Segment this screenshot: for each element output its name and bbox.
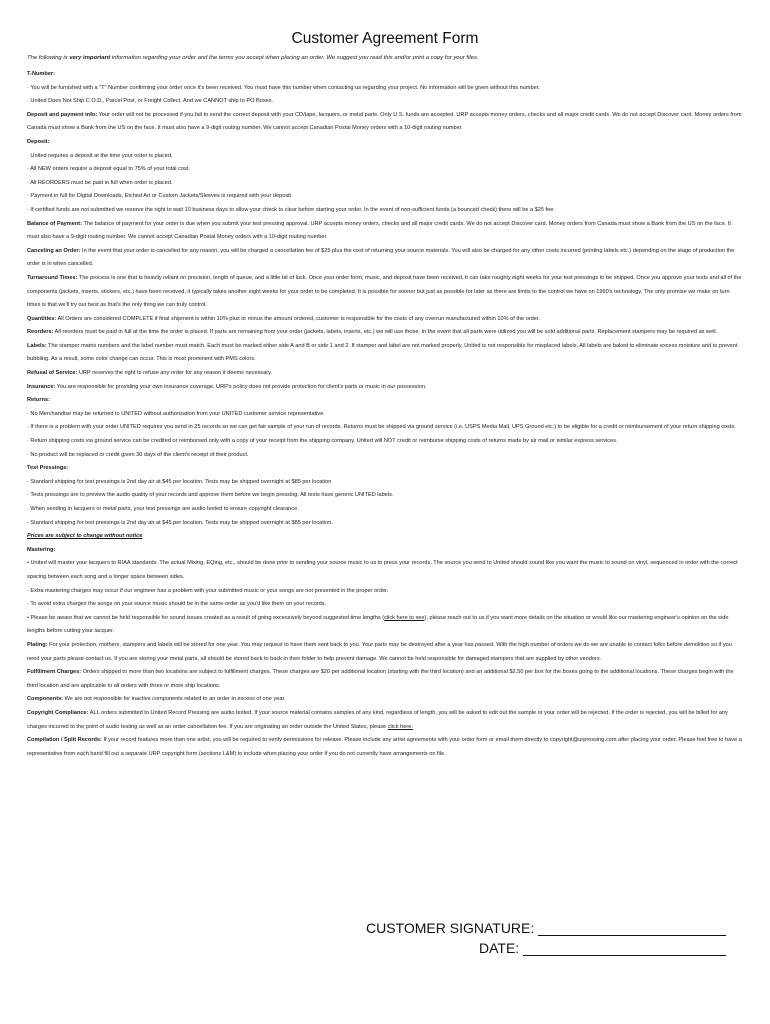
components-paragraph	[27, 693, 743, 707]
mastering-bullet: · To avoid extra charges the songs on your source music should be in the same order as you'd like them on your records.	[27, 601, 327, 608]
intro-post: information regarding your order and the terms you accept when placing an order. We suggest you read this and/or print a copy for your files.	[110, 55, 479, 61]
date-label: DATE:	[479, 940, 520, 956]
compilation-text: If your record features more than one artist, you will be required to verify permissions for release. Please include any artist agreements with your order form or email them directly to copyright@urpressing.com after placing your order. Please feel free to have a representative from each band fill out a separate URP copyright form (sections L&M) to include when placing your order if you do not currently have arrangements on file.	[27, 737, 742, 757]
section-heading-reorders: Reorders:	[27, 329, 54, 336]
balance-paragraph	[27, 218, 743, 245]
page-title: Customer Agreement Form	[291, 30, 479, 47]
copyright-text: ALL orders submitted to United Record Pressing are audio tested. If your source material contains samples of any kind, regardless of length, you will be asked to edit out the sample or your order will be rejected. If the order is rejected, you will be billed for any charges incurred to the point of audio testing as well as an order cancellation fee. If you are originating an order outside the United States, please	[27, 709, 728, 730]
plating-text: For your protection, mothers, stampers and labels will be stored for one year. You may request to have them sent back to you. Your parts may be destroyed after a year has passed. With the high number of orders we do we are unable to contact folks before demolition so if you need your parts please contact us. If you are storing your metal parts, all should be stored back to back in their folder to help prevent damage. We cannot be held responsible for damaged stampers that are supplied by other vendors.	[27, 641, 732, 662]
canceling-text: In the event that your order is cancelled for any reason, you will be charged a cancellation fee of $25 plus the cost of returning your source materials. You will also be charged for any other costs incurred (printing labels etc.) depending on the stage of production the order is in when cancelled.	[27, 247, 735, 268]
refusal-paragraph	[27, 367, 743, 381]
section-heading-fulfillment: Fulfillment Charges:	[27, 669, 82, 676]
signature-block	[366, 916, 726, 956]
compilation-paragraph	[27, 734, 743, 761]
intro-text	[27, 54, 743, 62]
section-heading-tests: Test Pressings:	[27, 465, 69, 472]
deposit-payment-text: Your order will not be processed if you fail to send the correct deposit with your CD/tape, lacquers, or metal parts. Only U.S. funds are accepted. URP accepts money orders, checks and all major credit cards. We do not accept Discover card. Money orders from Canada must show a Bank from the US on the face. It must also have a 9-digit routing number. We cannot accept Canadian Postal Money orders with a 10-digit routing number.	[27, 111, 742, 132]
section-heading-labels: Labels:	[27, 342, 47, 349]
section-heading-refusal: Refusal of Service:	[27, 370, 78, 377]
section-heading-insurance: Insurance:	[27, 383, 56, 390]
refusal-text: URP reserves the right to refuse any order for any reason it deems necessary.	[77, 370, 273, 377]
intro-emphasis: very important	[69, 55, 111, 61]
tests-bullet: · Standard shipping for test pressings is 2nd day air at $45 per location. Tests may be shipped overnight at $85 per location	[27, 478, 332, 485]
section-heading-mastering: Mastering:	[27, 546, 56, 553]
insurance-text: You are responsible for providing your own insurance coverage, URP's policy does not provide protection for client's parts or music in our possession.	[55, 383, 427, 390]
deposit-bullet: · All NEW orders require a deposit equal to 75% of your total cost.	[27, 166, 190, 173]
returns-bullet: · No product will be replaced or credit given 30 days of the client's receipt of their product.	[27, 451, 249, 458]
reorders-paragraph	[27, 326, 743, 340]
customer-signature-row	[366, 916, 726, 936]
turnaround-text: The process is one that is heavily reliant on precision, length of queue, and a little bit of luck. Once your order form, music, and deposit have been received, it can take roughly eight weeks for your test pressings to be shipped. Once you approve your tests and all of the components (jackets, inserts, stickers, etc.) have been received, it typically takes another eight weeks for your order to be completed. It is possible for sooner but just as possible for later as there are limits to the control we have on 1960's technology. The only promise we make on turn times is that we'll try our best as that's the only thing we can truly control.	[27, 274, 742, 309]
customer-signature-field[interactable]	[538, 921, 726, 936]
section-heading-returns: Returns:	[27, 397, 50, 404]
fulfillment-paragraph	[27, 666, 743, 693]
terms-body	[27, 68, 743, 761]
mastering-bullet	[27, 612, 743, 639]
section-heading-deposit-payment: Deposit and payment info:	[27, 111, 98, 118]
deposit-bullet: · All REORDERS must be paid in full when order is placed.	[27, 179, 173, 186]
canceling-paragraph	[27, 245, 743, 272]
copyright-paragraph	[27, 707, 743, 734]
outside-us-link[interactable]: click here.	[387, 723, 413, 730]
labels-text: The stamper matrix numbers and the label number must match. Each must be marked either side A and B or side 1 and 2. If stamper and label are not marked properly, United is not responsible for misplaced labels. All labels are baked to eliminate excess moisture and to prevent bubbling. As a result, some color change can occur. This is most prominent with PMS colors.	[27, 342, 738, 363]
mastering-bullet: • United will master your lacquers to RIAA standards. The actual Mixing, EQing, etc., should be done prior to sending your source music to us to press your records. The source you send to United should sound like you want the music to sound on vinyl, sequenced in order with the correct spacing between each song and a longer space between sides.	[27, 560, 738, 580]
deposit-bullet: · Payment in full for Digital Downloads, Etched Art or Custom Jackets/Sleeves is required with your deposit	[27, 193, 291, 200]
section-heading-copyright: Copyright Compliance:	[27, 709, 89, 716]
section-heading-balance: Balance of Payment:	[27, 220, 83, 227]
date-row	[366, 936, 726, 956]
components-text: We are not responsible for inactive components related to an order in excess of one year.	[63, 696, 286, 703]
section-heading-components: Components:	[27, 696, 64, 703]
customer-signature-label: CUSTOMER SIGNATURE:	[366, 920, 535, 936]
returns-bullet: · Return shipping costs via ground service can be credited or reimbursed only with a copy of your receipt from the shipping company. United will NOT credit or reimburse shipping costs of returns made by air mail or similar express services.	[27, 438, 618, 445]
section-heading-compilation: Compilation / Split Records:	[27, 737, 102, 744]
prices-notice: Prices are subject to change without notice	[27, 533, 143, 540]
quantities-text: All Orders are considered COMPLETE if final shipment is within 10% plus or minus the amount ordered, customer is responsible for the costs of any overrun manufactured within 10% of the order.	[56, 315, 540, 322]
quantities-paragraph	[27, 313, 743, 327]
agreement-form	[27, 30, 743, 761]
tests-bullet: · Tests pressings are to preview the audio quality of your records and approve them before we begin pressing. All tests have generic UNITED labels.	[27, 492, 394, 499]
balance-text: The balance of payment for your order is due when you submit your test pressing approval. URP accepts money orders, checks and all major credit cards. We do not accept Discover card. Money orders from Canada must show a Bank from the US on the face. It must also have a 9-digit routing number. We cannot accept Canadian Postal Money orders with a 10-digit routing number.	[27, 220, 731, 241]
tests-bullet: · Standard shipping for test pressings is 2nd day air at $45 per location. Tests may be shipped overnight at $85 per location.	[27, 519, 333, 526]
mastering-b4-post: ), please reach out to us if you want more details on the situation or would like our mastering engineer's opinion on the side lengths before cutting your lacquer.	[27, 614, 729, 635]
intro-pre: The following is	[27, 55, 70, 61]
deposit-payment-paragraph	[27, 109, 743, 136]
tests-bullet: · When sending in lacquers or metal parts, your test pressings are audio tested to ensure copyright clearance.	[27, 506, 299, 512]
fulfillment-text: Orders shipped to more than two locations are subject to fulfillment charges. These charges are $20 per additional location (starting with the third location) and an additional $2.50 per box for the boxes going to the additional locations. These charges begin with the third location and are applicable to all orders with three or more ship locations.	[27, 669, 734, 689]
plating-paragraph	[27, 639, 743, 666]
time-lengths-link[interactable]: click here to see	[384, 614, 425, 621]
returns-bullet: · No Merchandise may be returned to UNITED without authorization from your UNITED customer service representative.	[27, 410, 325, 417]
section-heading-quantities: Quantities:	[27, 315, 57, 322]
turnaround-paragraph	[27, 272, 743, 313]
labels-paragraph	[27, 340, 743, 367]
mastering-bullet: · Extra mastering charges may occur if our engineer has a problem with your submitted music or your songs are not presented in the proper order.	[27, 587, 389, 594]
tnumber-bullet: · You will be furnished with a "T" Number confirming your order once it's been received. You must have this number when contacting us regarding your project. No information will be given without this number.	[27, 84, 540, 91]
reorders-text: All reorders must be paid in full at the time the order is placed. If parts are remaining from your order (jackets, labels, inserts, etc.) we will use those. In the event that all parts were utilized you will be sold additional parts. Replacement stampers may be required as well.	[53, 329, 718, 336]
section-heading-deposit: Deposit:	[27, 138, 50, 145]
insurance-paragraph	[27, 381, 743, 395]
tnumber-bullet: · United Does Not Ship C.O.D., Parcel Post, or Freight Collect. And we CANNOT ship to PO Boxes.	[27, 98, 274, 105]
date-field[interactable]	[523, 941, 726, 956]
section-heading-turnaround: Turnaround Times:	[27, 274, 78, 281]
deposit-bullet: · United requires a deposit at the time your order is placed.	[27, 152, 173, 159]
section-heading-tnumber: T-Number:	[27, 71, 55, 77]
returns-bullet: · If there is a problem with your order UNITED requires you send in 25 records so we can get fair sample of your run of records. Returns must be shipped via ground service (i.e. USPS Media Mail, UPS Ground etc.) to be eligible for a credit or reimbursement of your return shipping costs.	[27, 424, 736, 431]
section-heading-canceling: Canceling an Order:	[27, 247, 81, 254]
section-heading-plating: Plating:	[27, 641, 48, 648]
mastering-b4-pre: • Please be aware that we cannot be held responsible for sound issues created as a result of going excessively beyond suggested time lengths (	[27, 614, 385, 621]
deposit-bullet: · If certified funds are not submitted we reserve the right to wait 10 business days to allow your check to clear before starting your order. In the event of non-sufficient funds (a bounced check) there will be a $25 fee.	[27, 206, 555, 213]
